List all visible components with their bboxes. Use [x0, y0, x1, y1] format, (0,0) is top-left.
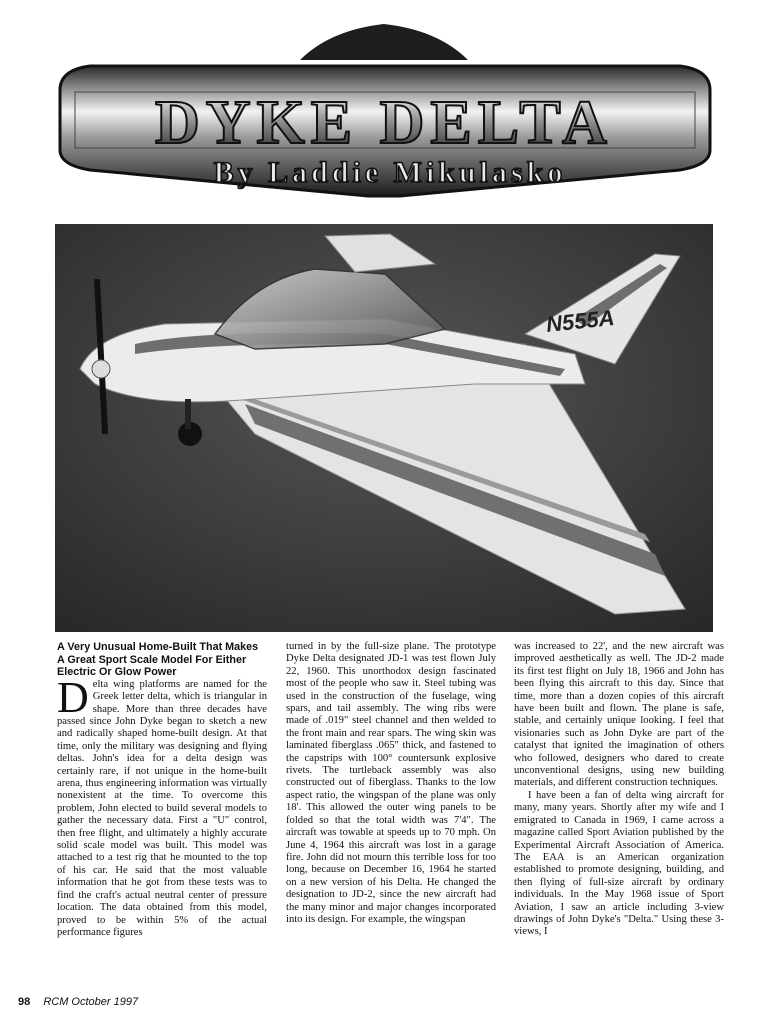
- byline-text: By Laddie Mikulasko: [213, 156, 567, 189]
- title-text: DYKE DELTA: [155, 89, 613, 157]
- page-number: 98: [18, 996, 31, 1008]
- column-2-text: turned in by the full-size plane. The prototype Dyke Delta designated JD-1 was test flown July 22, 1960. This unorthodox design fascinated most of the people who saw it. Steel tubing was used in the construction of the fuselage, wing spars, and tail assembly. The wing ribs were made of .019" steel channel and then welded to the front main and rear spars. The wing skin was laminated fiberglass .065" thick, and fastened to the capstrips with 100° countersunk explosive rivets. The turtleback assembly was also constructed out of fiberglass. Thanks to the low aspect ratio, the wingspan of the plane was only 18'. This allowed the outer wing panels to be folded so that the total width was 7'4". The aircraft was towable at speeds up to 70 mph. On June 4, 1964 this aircraft was lost in a garage fire. John did not mourn this terrible loss for too long, because on December 16, 1964 he started on a new version of his Delta. He changed the designation to JD-2, since the new aircraft had the many minor and major changes incorporated into its design. For example, the wingspan: [286, 641, 496, 925]
- registration-text: N555A: [544, 304, 616, 337]
- drop-cap: D: [57, 672, 89, 722]
- page-footer: [18, 996, 138, 1008]
- article-deck: A Very Unusual Home-Built That Makes A Great Sport Scale Model For Either Electric Or Glow Power: [57, 641, 259, 679]
- article-column-3: [514, 641, 724, 939]
- article-column-1: [57, 641, 267, 939]
- aircraft-photo: [55, 224, 713, 632]
- banner-hump: [300, 24, 468, 60]
- title-banner: [0, 0, 768, 220]
- issue-label: RCM October 1997: [43, 996, 139, 1008]
- column-3-text-b: I have been a fan of delta wing aircraft for many, many years. Shortly after my wife and I emigrated to Canada in 1969, I came across a magazine called Sport Aviation published by the Experimental Aircraft Association of America. The EAA is an American organization established to promote designing, building, and then flying of full-size aircraft by ordinary individuals. In the May 1968 issue of Sport Aviation, I saw an article including 3-view drawings of John Dyke's "Delta." Using these 3-views, I: [514, 789, 724, 938]
- column-3-text-a: was increased to 22', and the new aircraft was improved aesthetically as well. The JD-2 made its first test flight on July 18, 1966 and John has been flying this aircraft to this day. Since that time, more than a dozen copies of this aircraft have been built and flown. The plane is safe, stable, and certainly unique looking. I feel that visionaries such as John Dyke are part of the catalyst that ignited the imagination of others who followed, designers who dared to create unconventional designs, using new building materials, and different construction techniques.: [514, 641, 724, 789]
- article-column-2: [286, 641, 496, 926]
- column-1-text: elta wing platforms are named for the Greek letter delta, which is triangular in shape. More than three decades have passed since John Dyke began to sketch a new and radically shaped home-built design. At that time, only the military was designing and flying deltas. John's idea for a delta design was certainly rare, if not unique in the home-built arena, thus engineering information was virtually nonexistent at the time. To overcome this problem, John elected to build several models to gather the necessary data. First a "U" control, then free flight, and ultimately a highly accurate solid scale model was built. This model was attached to a test rig that he mounted to the top of his car. He said that the most valuable information that he got from these tests was to find the craft's actual neutral center of pressure location. The data obtained from this model, proved to be within 5% of the actual performance figures: [57, 678, 267, 938]
